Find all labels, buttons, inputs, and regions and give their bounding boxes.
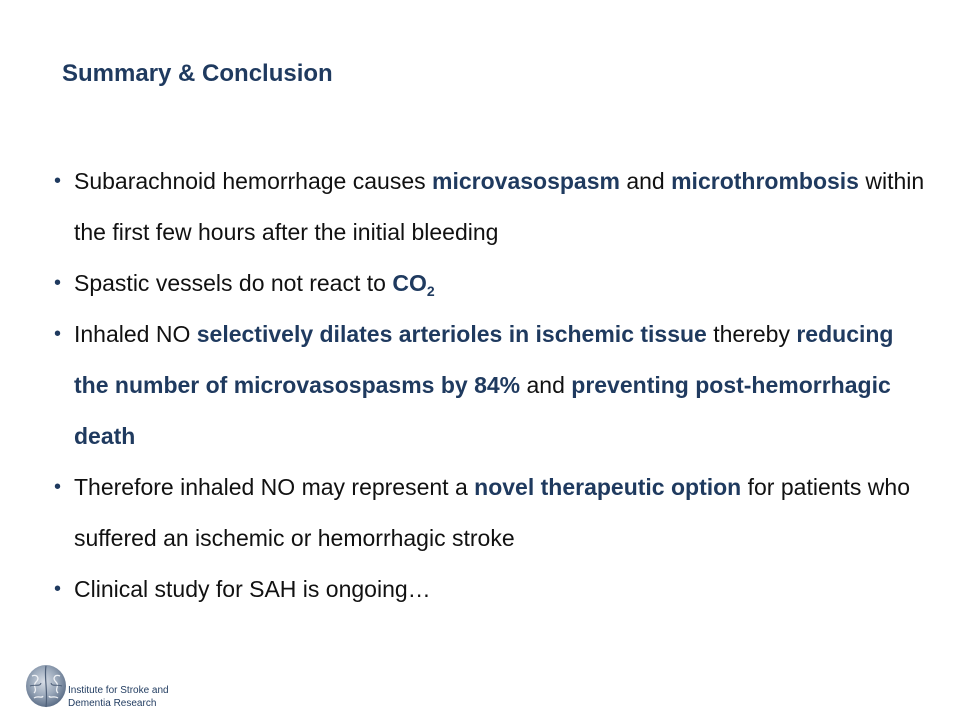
slide-title: Summary & Conclusion [62,60,333,87]
bullet-text-segment: Clinical study for SAH is ongoing… [74,576,431,602]
bullet-text-segment: Subarachnoid hemorrhage causes [74,168,433,194]
bullet-item [52,462,932,564]
bullet-text-segment: thereby [706,321,797,347]
bullet-text-segment: Inhaled NO [74,321,197,347]
bold-term: preventing post-hemorrhagic death [74,372,891,449]
bullet-item [52,564,932,615]
bullet-list [52,156,932,615]
bold-term: selectively dilates arterioles in ischemic tissue [196,321,707,347]
bullet-text-segment: and [619,168,672,194]
bullet-dot-icon: • [54,578,62,600]
bullet-item [52,156,932,258]
institute-name-line2: Dementia Research [68,698,157,709]
bullet-dot-icon: • [54,476,62,498]
bold-term: microvasospasm [432,168,620,194]
institute-name-line1: Institute for Stroke and [68,685,169,696]
bullet-dot-icon: • [54,323,62,345]
bullet-text-segment: for patients who suffered an ischemic or hemorrhagic stroke [74,474,910,551]
bullet-item [52,258,932,309]
bullet-dot-icon: • [54,272,62,294]
bold-term: microthrombosis [671,168,859,194]
bold-term: reducing the number of microvasospasms by 84% [74,321,894,398]
bullet-text-segment: and [520,372,572,398]
subscript-term: 2 [426,283,435,299]
bullet-dot-icon: • [54,170,62,192]
bullet-item [52,309,932,462]
bullet-text-segment: Spastic vessels do not react to [74,270,393,296]
brain-icon [22,662,72,712]
institute-name [68,684,169,710]
bold-term: CO [392,270,427,296]
bold-term: novel therapeutic option [474,474,742,500]
bullet-text-segment: within the first few hours after the initial bleeding [74,168,925,245]
bullet-text-segment: Therefore inhaled NO may represent a [74,474,475,500]
